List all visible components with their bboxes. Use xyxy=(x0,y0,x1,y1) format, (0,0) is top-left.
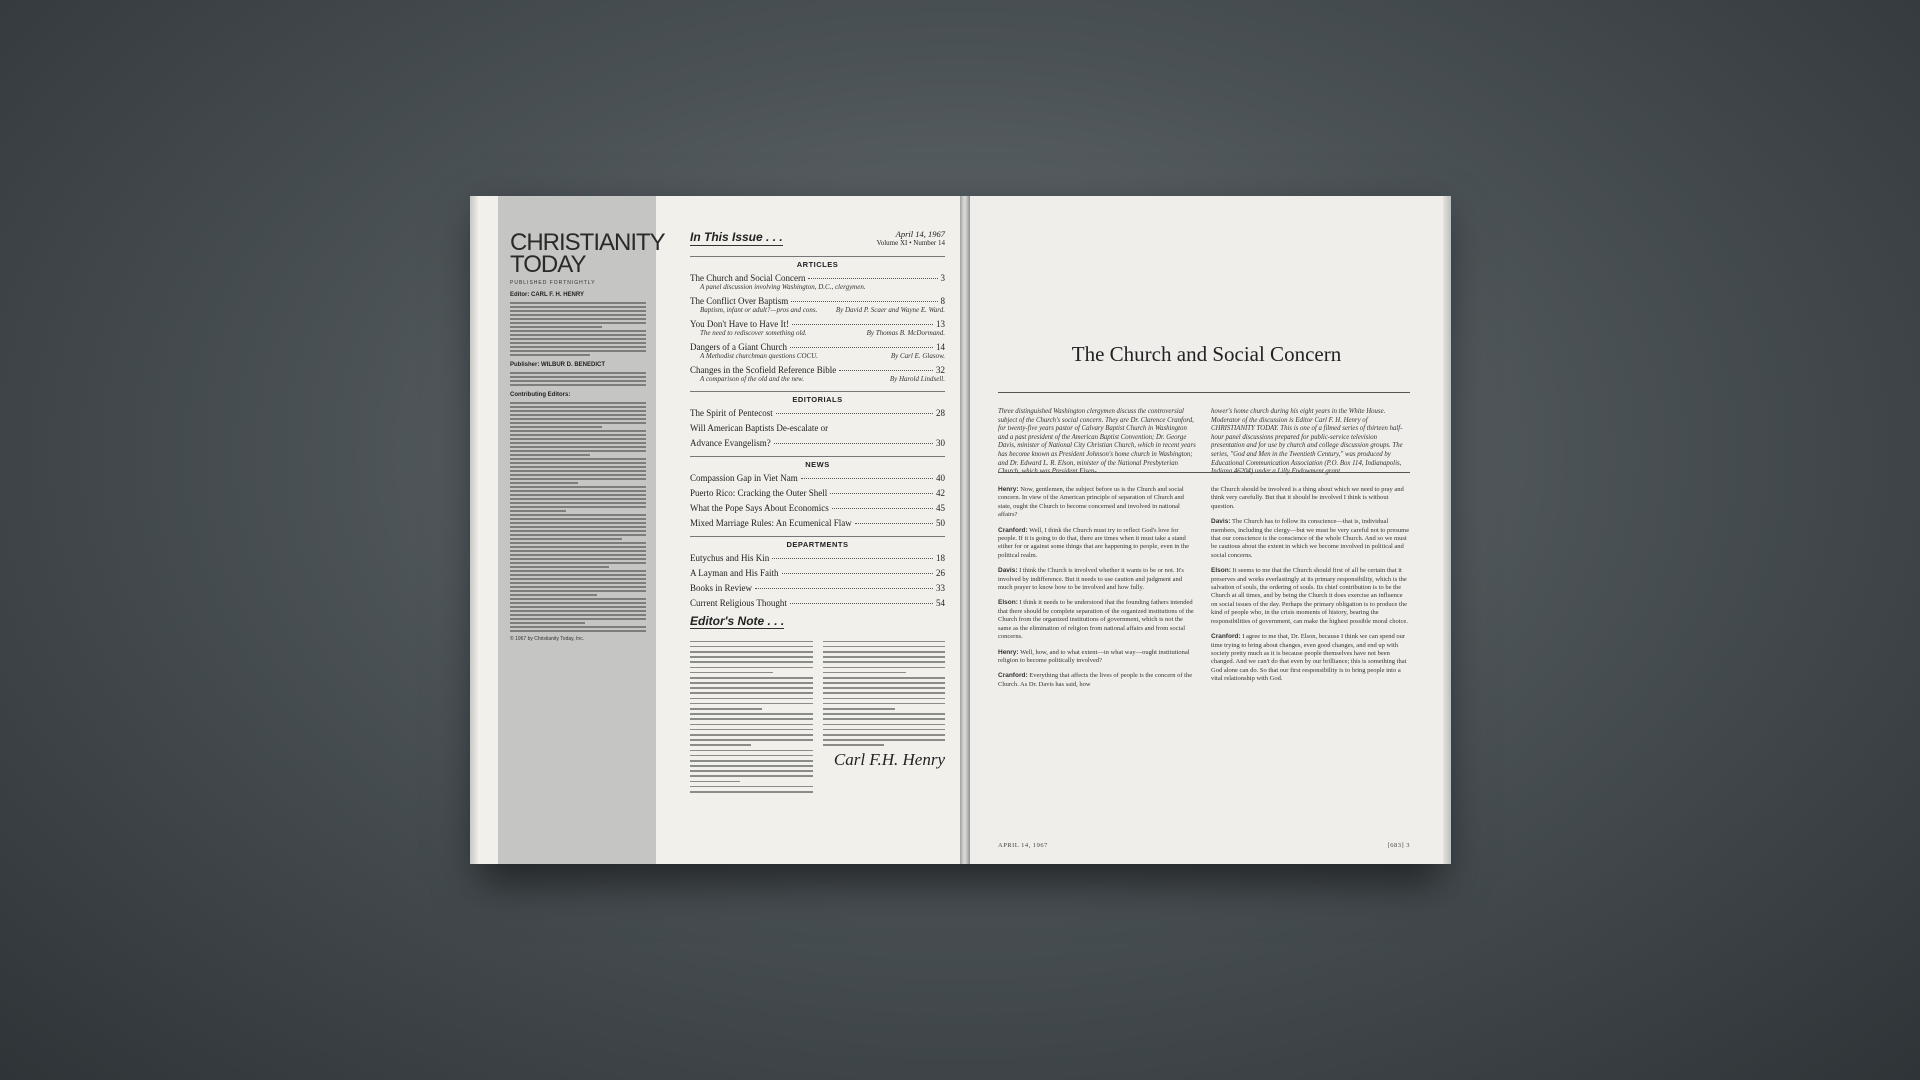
table-of-contents xyxy=(690,230,945,807)
small-print-line xyxy=(510,478,646,480)
toc-entry xyxy=(690,438,945,448)
small-print-line xyxy=(510,586,646,588)
toc-leader-dots xyxy=(791,301,937,302)
small-print-line xyxy=(510,466,646,468)
small-print-line xyxy=(690,775,813,777)
masthead-publisher: Publisher: WILBUR D. BENEDICT xyxy=(510,362,606,368)
page-footer xyxy=(998,842,1410,849)
toc-leader-dots xyxy=(790,603,933,604)
small-print-line xyxy=(510,354,590,356)
toc-entry-title: Dangers of a Giant Church xyxy=(690,342,787,352)
masthead-title-line2: TODAY xyxy=(510,251,586,278)
masthead-staff-list xyxy=(510,302,646,356)
masthead-editor: Editor: CARL F. H. HENRY xyxy=(510,292,585,298)
paragraph-text: I think the Church is involved whether it wants to be or not. It's involved by indifference. But it needs to use caution and judgment and much prayer to know how to be involved and how fully. xyxy=(998,567,1184,592)
toc-entry-page: 18 xyxy=(936,553,945,563)
paragraph-text: Everything that affects the lives of people is the concern of the Church. As Dr. Davis has said, how xyxy=(998,672,1193,688)
small-print-line xyxy=(690,703,813,705)
small-print-line xyxy=(690,744,751,746)
masthead-contributors-list xyxy=(510,402,646,632)
small-print-line xyxy=(690,734,813,736)
body-col-right xyxy=(1211,486,1410,696)
toc-entry-row xyxy=(690,503,945,513)
toc-entry-title: What the Pope Says About Economics xyxy=(690,503,829,513)
paragraph-text: I think it needs to be understood that the founding fathers intended that there should be complete separation of the organized institutions of the Church from the organized institutions of government, which is not the same as the elimination of religion from national affairs and from social concerns. xyxy=(998,599,1194,641)
body-col-left xyxy=(998,486,1197,696)
toc-entry-row xyxy=(690,438,945,448)
section-news: NEWS xyxy=(690,456,945,469)
toc-entry xyxy=(690,518,945,528)
editors-note xyxy=(690,614,945,807)
small-print-line xyxy=(690,682,813,684)
toc-leader-dots xyxy=(776,413,933,414)
toc-entry xyxy=(690,488,945,498)
small-print-line xyxy=(510,550,646,552)
small-print-line xyxy=(690,739,813,741)
toc-leader-dots xyxy=(832,508,933,509)
small-print-line xyxy=(510,626,646,628)
small-print-line xyxy=(690,755,813,757)
toc-entry-title: A Layman and His Faith xyxy=(690,568,779,578)
small-print-line xyxy=(510,322,646,324)
small-print-line xyxy=(690,708,762,710)
small-print-line xyxy=(510,486,646,488)
right-page xyxy=(970,196,1443,864)
masthead-subtitle: PUBLISHED FORTNIGHTLY xyxy=(510,280,596,286)
news-list xyxy=(690,473,945,528)
small-print-line xyxy=(510,446,646,448)
toc-header xyxy=(690,230,945,248)
toc-entry xyxy=(690,319,945,337)
speaker-name: Henry: xyxy=(998,486,1019,493)
toc-entry xyxy=(690,342,945,360)
speaker-name: Cranford: xyxy=(1211,633,1241,641)
toc-entry-row xyxy=(690,598,945,608)
spread-gutter xyxy=(960,196,970,864)
small-print-line xyxy=(823,698,946,700)
toc-entry-page: 32 xyxy=(936,365,945,375)
small-print-line xyxy=(690,651,813,653)
toc-leader-dots xyxy=(808,278,937,279)
toc-entry xyxy=(690,296,945,314)
small-print-line xyxy=(510,384,646,386)
small-print-line xyxy=(823,651,946,653)
small-print-line xyxy=(690,781,740,783)
small-print-line xyxy=(690,724,813,726)
toc-entry xyxy=(690,473,945,483)
small-print-line xyxy=(690,770,813,772)
small-print-line xyxy=(823,692,946,694)
toc-entry-title: Changes in the Scofield Reference Bible xyxy=(690,365,837,375)
small-print-line xyxy=(510,538,622,540)
small-print-line xyxy=(510,618,646,620)
toc-entry-title: Advance Evangelism? xyxy=(690,438,771,448)
toc-entry-author: By Thomas B. McDormand. xyxy=(866,329,945,337)
footer-page-number: [683] 3 xyxy=(1387,842,1410,849)
small-print-line xyxy=(510,326,602,328)
speaker-name: Elson: xyxy=(1211,567,1231,575)
toc-entry-page: 33 xyxy=(936,583,945,593)
toc-entry xyxy=(690,365,945,383)
title-rule-top xyxy=(998,392,1410,393)
small-print-line xyxy=(690,750,813,752)
left-page xyxy=(478,196,960,864)
dialogue-paragraph xyxy=(1211,567,1410,626)
toc-entry-page: 30 xyxy=(936,438,945,448)
small-print-line xyxy=(510,442,646,444)
speaker-name: Davis: xyxy=(998,567,1018,575)
small-print-line xyxy=(690,760,813,762)
article-intro xyxy=(998,408,1410,477)
small-print-line xyxy=(823,734,946,736)
toc-leader-dots xyxy=(792,324,933,325)
small-print-line xyxy=(510,534,646,536)
issue-volume: Volume XI • Number 14 xyxy=(876,239,945,247)
dialogue-paragraph xyxy=(998,599,1197,641)
dialogue-paragraph xyxy=(998,486,1197,520)
paragraph-text: It seems to me that the Church should first of all be certain that it preserves and works everlastingly at its primary responsibility, which is the salvation of souls, the ordering of souls. Its chief contribution is to be the Church at all times, and by being the Church it does exercise an influence on social issues of the day. Perhaps the primary obligation is to produce the kind of people who, in the crisis moments of history, bearing the responsibilities of government, can make the highest possible moral choice. xyxy=(1211,567,1408,625)
small-print-line xyxy=(690,687,813,689)
small-print-line xyxy=(690,786,813,788)
small-print-line xyxy=(690,677,813,679)
toc-entry-row xyxy=(690,319,945,329)
paragraph-text: the Church should be involved is a thing about which we need to pray and think very carefully. But that it should be involved I think is without question. xyxy=(1211,486,1404,510)
speaker-name: Cranford: xyxy=(998,526,1028,534)
paragraph-text: Well, how, and to what extent—in what way—ought institutional religion to become politically involved? xyxy=(998,648,1190,664)
toc-leader-dots xyxy=(855,523,933,524)
right-page-edge xyxy=(1443,196,1451,864)
toc-entry-title: Compassion Gap in Viet Nam xyxy=(690,473,798,483)
small-print-line xyxy=(510,578,646,580)
small-print-line xyxy=(510,314,646,316)
masthead-title xyxy=(510,229,665,278)
masthead-title-line1: CHRISTIANITY xyxy=(510,229,665,256)
small-print-line xyxy=(510,494,646,496)
small-print-line xyxy=(690,698,813,700)
small-print-line xyxy=(510,376,646,378)
intro-col-left: Three distinguished Washington clergymen discuss the controversial subject of the Church's social concern. They are Dr. Clarence Cranford, for twenty-five years pastor of Calvary Baptist Church in Washington and a past president of the American Baptist Convention; Dr. George Davis, minister of National City Christian Church, which in recent years has become known as President Johnson's home church in Washington; and Dr. Edward L. R. Elson, minister of the National Presbyterian xyxy=(998,408,1196,467)
toc-entry-row xyxy=(690,273,945,283)
toc-entry-row xyxy=(690,296,945,306)
small-print-line xyxy=(510,306,646,308)
toc-leader-dots xyxy=(772,558,933,559)
small-print-line xyxy=(510,558,646,560)
toc-entry-description xyxy=(700,306,945,314)
left-page-edge xyxy=(470,196,478,864)
small-print-line xyxy=(510,502,646,504)
small-print-line xyxy=(510,542,646,544)
small-print-line xyxy=(690,718,813,720)
small-print-line xyxy=(510,562,646,564)
toc-entry-row xyxy=(690,488,945,498)
small-print-line xyxy=(510,410,646,412)
toc-entry-title: You Don't Have to Have It! xyxy=(690,319,789,329)
small-print-line xyxy=(823,687,946,689)
toc-entry-desc-text: The need to rediscover something old. xyxy=(700,329,807,337)
small-print-line xyxy=(510,438,646,440)
small-print-line xyxy=(823,641,946,643)
toc-entry-page: 8 xyxy=(940,296,945,306)
toc-entry-title: Puerto Rico: Cracking the Outer Shell xyxy=(690,488,828,498)
toc-leader-dots xyxy=(782,573,934,574)
toc-entry-page: 26 xyxy=(936,568,945,578)
toc-entry-author: By David P. Scaer and Wayne E. Ward. xyxy=(835,306,945,314)
toc-entry-author: By Harold Lindsell. xyxy=(889,375,945,383)
small-print-line xyxy=(510,594,597,596)
small-print-line xyxy=(510,342,646,344)
small-print-line xyxy=(690,661,813,663)
small-print-line xyxy=(823,661,946,663)
small-print-line xyxy=(690,692,813,694)
small-print-line xyxy=(510,566,609,568)
editorials-list xyxy=(690,408,945,448)
toc-leader-dots xyxy=(774,443,933,444)
departments-list xyxy=(690,553,945,608)
toc-entry xyxy=(690,598,945,608)
small-print-line xyxy=(690,765,813,767)
section-departments: DEPARTMENTS xyxy=(690,536,945,549)
dialogue-paragraph xyxy=(998,649,1197,666)
small-print-line xyxy=(510,526,646,528)
small-print-line xyxy=(690,729,813,731)
small-print-line xyxy=(510,310,646,312)
toc-entry-title: Books in Review xyxy=(690,583,752,593)
article-body xyxy=(998,486,1410,696)
small-print-line xyxy=(510,450,646,452)
toc-entry-title: Mixed Marriage Rules: An Ecumenical Flaw xyxy=(690,518,852,528)
paragraph-text: The Church has to follow its conscience—that is, individual members, including the clergy—but we must be very careful not to presume that our conscience is the conscience of the whole Church. And so we must be cautious about the extent in which we become involved in political and social concerns. xyxy=(1211,518,1410,559)
toc-leader-dots xyxy=(801,478,933,479)
toc-entry-description xyxy=(700,283,945,291)
small-print-line xyxy=(690,656,813,658)
toc-entry-page: 45 xyxy=(936,503,945,513)
toc-entry-description xyxy=(700,329,945,337)
dialogue-paragraph xyxy=(998,527,1197,561)
masthead-business-list xyxy=(510,372,646,386)
masthead-contributing: Contributing Editors: xyxy=(510,392,571,398)
editors-note-body xyxy=(690,637,945,807)
toc-entry-row xyxy=(690,423,945,433)
small-print-line xyxy=(510,610,646,612)
toc-entry-page: 54 xyxy=(936,598,945,608)
small-print-line xyxy=(510,330,646,332)
small-print-line xyxy=(510,498,646,500)
toc-leader-dots xyxy=(839,370,933,371)
section-articles: ARTICLES xyxy=(690,256,945,269)
small-print-line xyxy=(510,418,646,420)
small-print-line xyxy=(823,667,946,669)
small-print-line xyxy=(510,514,646,516)
small-print-line xyxy=(510,602,646,604)
paragraph-text: Well, I think the Church must try to reflect God's love for people. If it is going to do that, there are times when it must take a stand either for or against some things that are happening to people, even in the political realm. xyxy=(998,526,1189,559)
small-print-line xyxy=(510,522,646,524)
toc-entry-desc-text: A comparison of the old and the new. xyxy=(700,375,804,383)
small-print-line xyxy=(510,318,646,320)
toc-entry xyxy=(690,583,945,593)
small-print-line xyxy=(510,302,646,304)
toc-leader-dots xyxy=(830,493,933,494)
dialogue-paragraph xyxy=(1211,486,1410,511)
toc-entry-desc-text: A panel discussion involving Washington, D.C., clergymen. xyxy=(700,283,866,291)
toc-label: In This Issue . . . xyxy=(690,230,783,244)
small-print-line xyxy=(510,422,646,424)
masthead-column xyxy=(498,196,665,864)
toc-leader-dots xyxy=(790,347,933,348)
small-print-line xyxy=(823,718,946,720)
small-print-line xyxy=(510,402,646,404)
small-print-line xyxy=(510,462,646,464)
small-print-line xyxy=(510,414,646,416)
footer-date: APRIL 14, 1967 xyxy=(998,842,1048,849)
small-print-line xyxy=(510,582,646,584)
paragraph-text: I agree to me that, Dr. Elson, because I think we can spend our time trying to bring about changes, even good changes, and end up with society pretty much as it is because people themselves have not been changed. And we can't do that even by our brilliance; this is something that God alone can do. So that our first responsibility is to bring people into a vital relationship with God. xyxy=(1211,633,1407,683)
toc-entry-author: By Carl E. Glasow. xyxy=(890,352,945,360)
toc-entry-desc-text: A Methodist churchman questions COCU. xyxy=(700,352,819,360)
small-print-line xyxy=(510,614,646,616)
dialogue-paragraph xyxy=(998,567,1197,592)
small-print-line xyxy=(823,672,906,674)
small-print-line xyxy=(510,574,646,576)
toc-entry-row xyxy=(690,365,945,375)
article-title: The Church and Social Concern xyxy=(1071,342,1342,366)
toc-entry xyxy=(690,503,945,513)
toc-entry-row xyxy=(690,408,945,418)
toc-entry-title: The Church and Social Concern xyxy=(690,273,806,283)
small-print-line xyxy=(510,430,646,432)
small-print-line xyxy=(510,380,646,382)
toc-entry-title: Will American Baptists De-escalate or xyxy=(690,423,829,433)
toc-entry-page: 50 xyxy=(936,518,945,528)
small-print-line xyxy=(510,426,602,428)
small-print-line xyxy=(510,346,646,348)
editors-note-label: Editor's Note . . . xyxy=(690,614,785,628)
toc-entry-description xyxy=(700,375,945,383)
editors-note-col-2 xyxy=(823,637,946,807)
speaker-name: Davis: xyxy=(1211,518,1231,526)
small-print-line xyxy=(510,434,646,436)
small-print-line xyxy=(823,744,884,746)
issue-info xyxy=(877,230,945,248)
toc-entry xyxy=(690,408,945,418)
toc-entry-page: 40 xyxy=(936,473,945,483)
toc-entry-page: 3 xyxy=(940,273,945,283)
intro-rule-bottom xyxy=(998,472,1410,473)
toc-entry-row xyxy=(690,553,945,563)
small-print-line xyxy=(823,739,946,741)
small-print-line xyxy=(510,554,646,556)
editors-note-col-1 xyxy=(690,637,813,807)
small-print-line xyxy=(510,510,566,512)
small-print-line xyxy=(510,622,585,624)
small-print-line xyxy=(510,590,646,592)
dialogue-paragraph xyxy=(1211,518,1410,560)
small-print-line xyxy=(823,708,895,710)
toc-entry-row xyxy=(690,568,945,578)
intro-col-right: hower's home church during his eight years in the White House. Moderator of the discussion is Editor Carl F. H. Henry of CHRISTIANITY TODAY. This is one of a filmed series of thirteen half-hour panel discussions prepared for public-service television presentation and for use by church and college discussion groups. The series, "God and Men in the Twentieth Century," was produced by Educational Communication Association (P.O. Box 114, Indianapolis, xyxy=(1211,408,1403,467)
speaker-name: Elson: xyxy=(998,599,1018,607)
small-print-line xyxy=(823,703,946,705)
speaker-name: Henry: xyxy=(998,648,1019,656)
dialogue-paragraph xyxy=(1211,633,1410,683)
small-print-line xyxy=(823,682,946,684)
small-print-line xyxy=(510,372,646,374)
small-print-line xyxy=(510,458,646,460)
toc-entry-title: Eutychus and His Kin xyxy=(690,553,770,563)
small-print-line xyxy=(510,606,646,608)
small-print-line xyxy=(823,646,946,648)
small-print-line xyxy=(510,490,646,492)
toc-entry xyxy=(690,553,945,563)
dialogue-paragraph xyxy=(998,672,1197,689)
toc-entry-title: The Conflict Over Baptism xyxy=(690,296,789,306)
small-print-line xyxy=(690,713,813,715)
toc-entry-desc-text: Baptism, infant or adult?—pros and cons. xyxy=(700,306,818,314)
small-print-line xyxy=(823,656,946,658)
small-print-line xyxy=(823,729,946,731)
toc-entry-row xyxy=(690,342,945,352)
small-print-line xyxy=(823,677,946,679)
small-print-line xyxy=(690,672,773,674)
small-print-line xyxy=(690,667,813,669)
toc-entry xyxy=(690,273,945,291)
small-print-line xyxy=(510,546,646,548)
toc-entry-page: 14 xyxy=(936,342,945,352)
toc-entry-row xyxy=(690,473,945,483)
small-print-line xyxy=(510,530,646,532)
toc-entry xyxy=(690,568,945,578)
toc-entry-description xyxy=(700,352,945,360)
section-editorials: EDITORIALS xyxy=(690,391,945,404)
editor-signature: Carl F.H. Henry xyxy=(833,749,945,769)
small-print-line xyxy=(510,350,646,352)
small-print-line xyxy=(510,506,646,508)
toc-entry xyxy=(690,423,945,433)
small-print-line xyxy=(690,641,813,643)
articles-list xyxy=(690,273,945,383)
toc-entry-title: Current Religious Thought xyxy=(690,598,787,608)
paragraph-text: Now, gentlemen, the subject before us is the Church and social concern. In view of the American principle of separation of Church and state, ought the Church to become concerned and involved in national affairs? xyxy=(998,486,1184,519)
small-print-line xyxy=(510,454,590,456)
small-print-line xyxy=(510,630,646,632)
small-print-line xyxy=(510,406,646,408)
small-print-line xyxy=(823,713,946,715)
small-print-line xyxy=(823,724,946,726)
small-print-line xyxy=(510,470,646,472)
issue-date: April 14, 1967 xyxy=(895,229,945,239)
small-print-line xyxy=(690,791,813,793)
speaker-name: Cranford: xyxy=(998,672,1028,680)
small-print-line xyxy=(510,338,646,340)
toc-entry-page: 13 xyxy=(936,319,945,329)
small-print-line xyxy=(510,482,578,484)
toc-entry-row xyxy=(690,518,945,528)
masthead-copyright: © 1967 by Christianity Today, Inc. xyxy=(510,636,585,642)
small-print-line xyxy=(510,334,646,336)
small-print-line xyxy=(510,570,646,572)
toc-entry-page: 28 xyxy=(936,408,945,418)
small-print-line xyxy=(690,646,813,648)
toc-entry-row xyxy=(690,583,945,593)
small-print-line xyxy=(510,474,646,476)
toc-entry-page: 42 xyxy=(936,488,945,498)
toc-leader-dots xyxy=(755,588,933,589)
small-print-line xyxy=(510,598,646,600)
small-print-line xyxy=(510,518,646,520)
toc-entry-title: The Spirit of Pentecost xyxy=(690,408,773,418)
